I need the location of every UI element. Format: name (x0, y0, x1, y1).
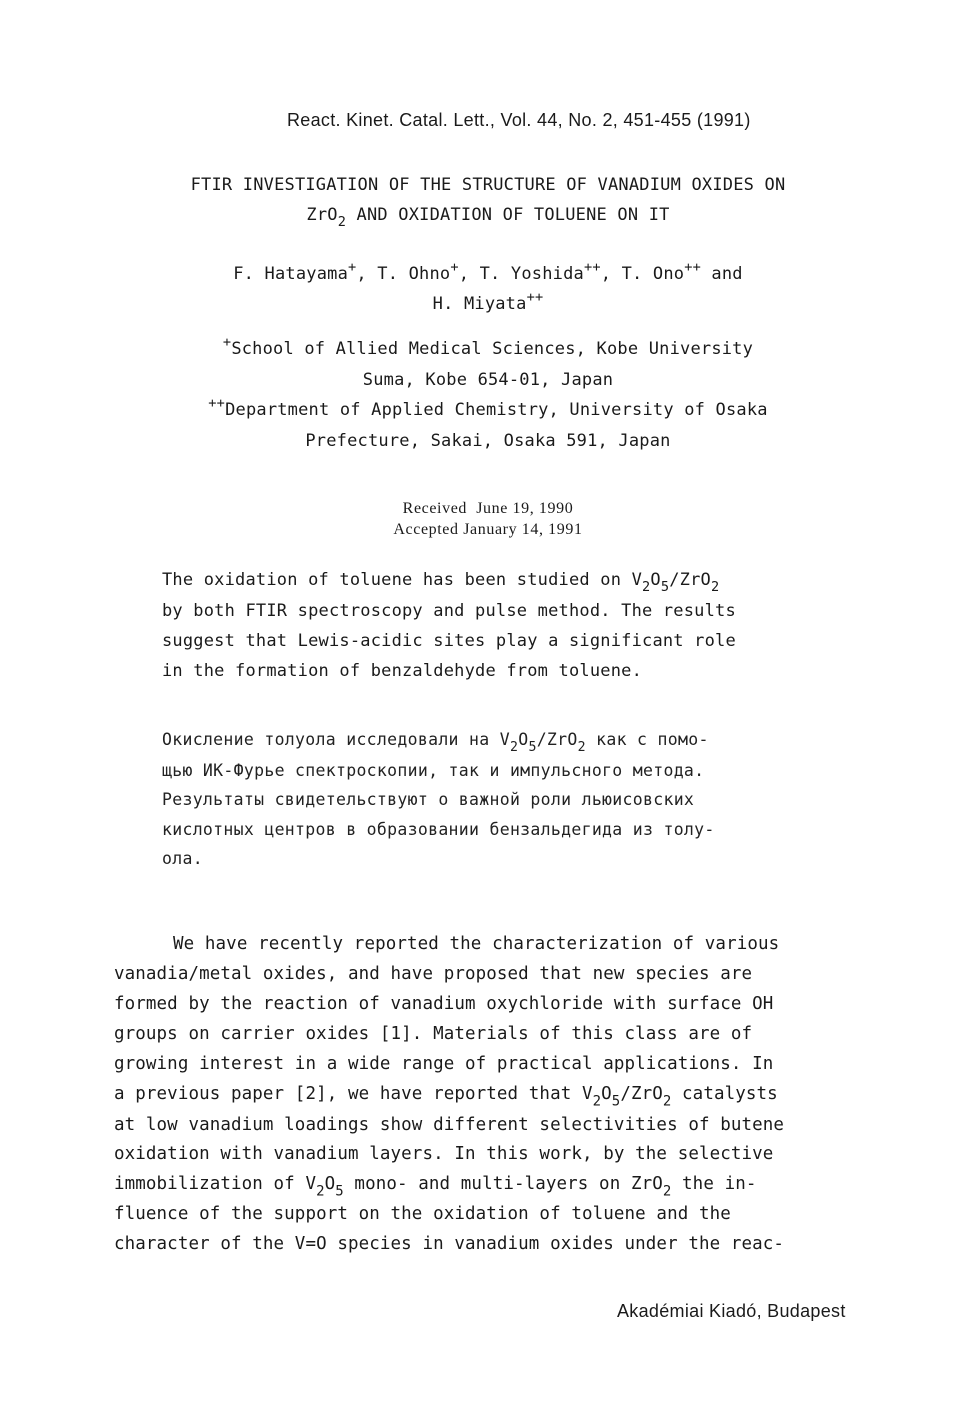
title-subscript: 2 (337, 214, 347, 231)
received-date: Received June 19, 1990 (402, 500, 574, 517)
affiliation-2-line-2: Prefecture, Sakai, Osaka 591, Japan (305, 431, 671, 451)
abstract-ru-line-5: ола. (162, 849, 203, 868)
body-text: O (601, 1084, 612, 1104)
abstract-text: /ZrO (669, 570, 711, 590)
abstract-text: /ZrO (536, 730, 578, 749)
body-line-5: growing interest in a wide range of practical applications. In (114, 1054, 774, 1074)
author-list-line-2 (0, 288, 976, 315)
affiliation-text: School of Allied Medical Sciences, Kobe University (231, 339, 754, 359)
subscript: 2 (662, 1183, 672, 1200)
affiliation-1-line-2: Suma, Kobe 654-01, Japan (362, 370, 614, 390)
journal-citation: React. Kinet. Catal. Lett., Vol. 44, No. 2, 451-455 (1991) (287, 110, 751, 130)
author-and: and (701, 264, 743, 284)
body-text: O (324, 1174, 336, 1194)
author-list (0, 258, 976, 285)
body-text: the in- (671, 1174, 757, 1194)
abstract-en-line-4: in the formation of benzaldehyde from toluene. (162, 661, 643, 681)
subscript: 5 (528, 739, 537, 755)
affiliation-1-line-1 (0, 333, 976, 360)
subscript: 2 (662, 1093, 672, 1110)
author-ohno: , T. Ohno (356, 264, 451, 284)
paper-title-line-2 (0, 204, 976, 231)
body-line-10: fluence of the support on the oxidation of toluene and the (114, 1204, 731, 1224)
affiliation-mark: + (222, 333, 232, 350)
subscript: 2 (316, 1183, 325, 1200)
body-text: a previous paper [2], we have reported that V (114, 1084, 593, 1104)
body-line-7: at low vanadium loadings show different selectivities of butene (114, 1115, 785, 1135)
author-mark: ++ (583, 258, 601, 275)
author-ono: , T. Ono (600, 264, 685, 284)
body-text: /ZrO (620, 1084, 663, 1104)
affiliation-text: Department of Applied Chemistry, University of Osaka (225, 400, 768, 420)
author-mark: + (450, 258, 459, 275)
abstract-ru-line-2: щью ИК-Фурье спектроскопии, так и импульсного метода. (162, 761, 705, 780)
body-line-11: character of the V=O species in vanadium oxides under the reac- (114, 1234, 785, 1254)
body-text: immobilization of V (114, 1174, 317, 1194)
abstract-ru-line-4: кислотных центров в образовании бензальдегида из толу- (162, 820, 715, 839)
author-mark: ++ (684, 258, 701, 275)
paper-title-line-1: FTIR INVESTIGATION OF THE STRUCTURE OF VANADIUM OXIDES ON (190, 175, 786, 195)
subscript: 5 (660, 579, 670, 596)
body-line-3: formed by the reaction of vanadium oxychloride with surface OH (114, 994, 774, 1014)
author-yoshida: , T. Yoshida (458, 264, 584, 284)
subscript: 2 (577, 739, 586, 755)
body-line-4: groups on carrier oxides [1]. Materials of this class are of (114, 1024, 753, 1044)
abstract-en-line-1 (162, 569, 720, 596)
abstract-text: O (650, 570, 661, 590)
body-line-1: We have recently reported the characterization of various (173, 934, 780, 954)
subscript: 2 (509, 739, 519, 755)
body-line-6 (114, 1083, 778, 1110)
subscript: 2 (710, 579, 720, 596)
subscript: 2 (592, 1093, 602, 1110)
affiliation-2-line-1 (0, 394, 976, 421)
abstract-text: O (518, 730, 529, 749)
abstract-text: как с помо- (585, 730, 709, 749)
body-line-8: oxidation with vanadium layers. In this work, by the selective (114, 1144, 774, 1164)
author-mark: + (348, 258, 357, 275)
publisher-footer: Akadémiai Kiadó, Budapest (617, 1301, 846, 1321)
body-text: catalysts (671, 1084, 778, 1104)
title-formula-zro: ZrO (306, 205, 338, 225)
abstract-ru-line-1 (162, 729, 709, 755)
abstract-text: The oxidation of toluene has been studied on V (162, 570, 643, 590)
abstract-en-line-3: suggest that Lewis-acidic sites play a significant role (162, 631, 736, 651)
body-text: mono- and multi-layers on ZrO (343, 1174, 663, 1194)
accepted-date: Accepted January 14, 1991 (393, 521, 583, 538)
abstract-en-line-2: by both FTIR spectroscopy and pulse method. The results (162, 601, 736, 621)
title-rest: AND OXIDATION OF TOLUENE ON IT (346, 205, 670, 225)
body-line-9 (114, 1173, 757, 1200)
abstract-text: Окисление толуола исследовали на V (162, 730, 510, 749)
author-hatayama: F. Hatayama (233, 264, 349, 284)
subscript: 2 (642, 579, 651, 596)
abstract-ru-line-3: Результаты свидетельствуют о важной роли льюисовских (162, 790, 695, 809)
body-line-2: vanadia/metal oxides, and have proposed that new species are (114, 964, 753, 984)
author-miyata: H. Miyata (432, 294, 527, 314)
subscript: 5 (611, 1093, 621, 1110)
subscript: 5 (335, 1183, 344, 1200)
affiliation-mark: ++ (208, 394, 226, 411)
author-mark: ++ (526, 288, 544, 305)
